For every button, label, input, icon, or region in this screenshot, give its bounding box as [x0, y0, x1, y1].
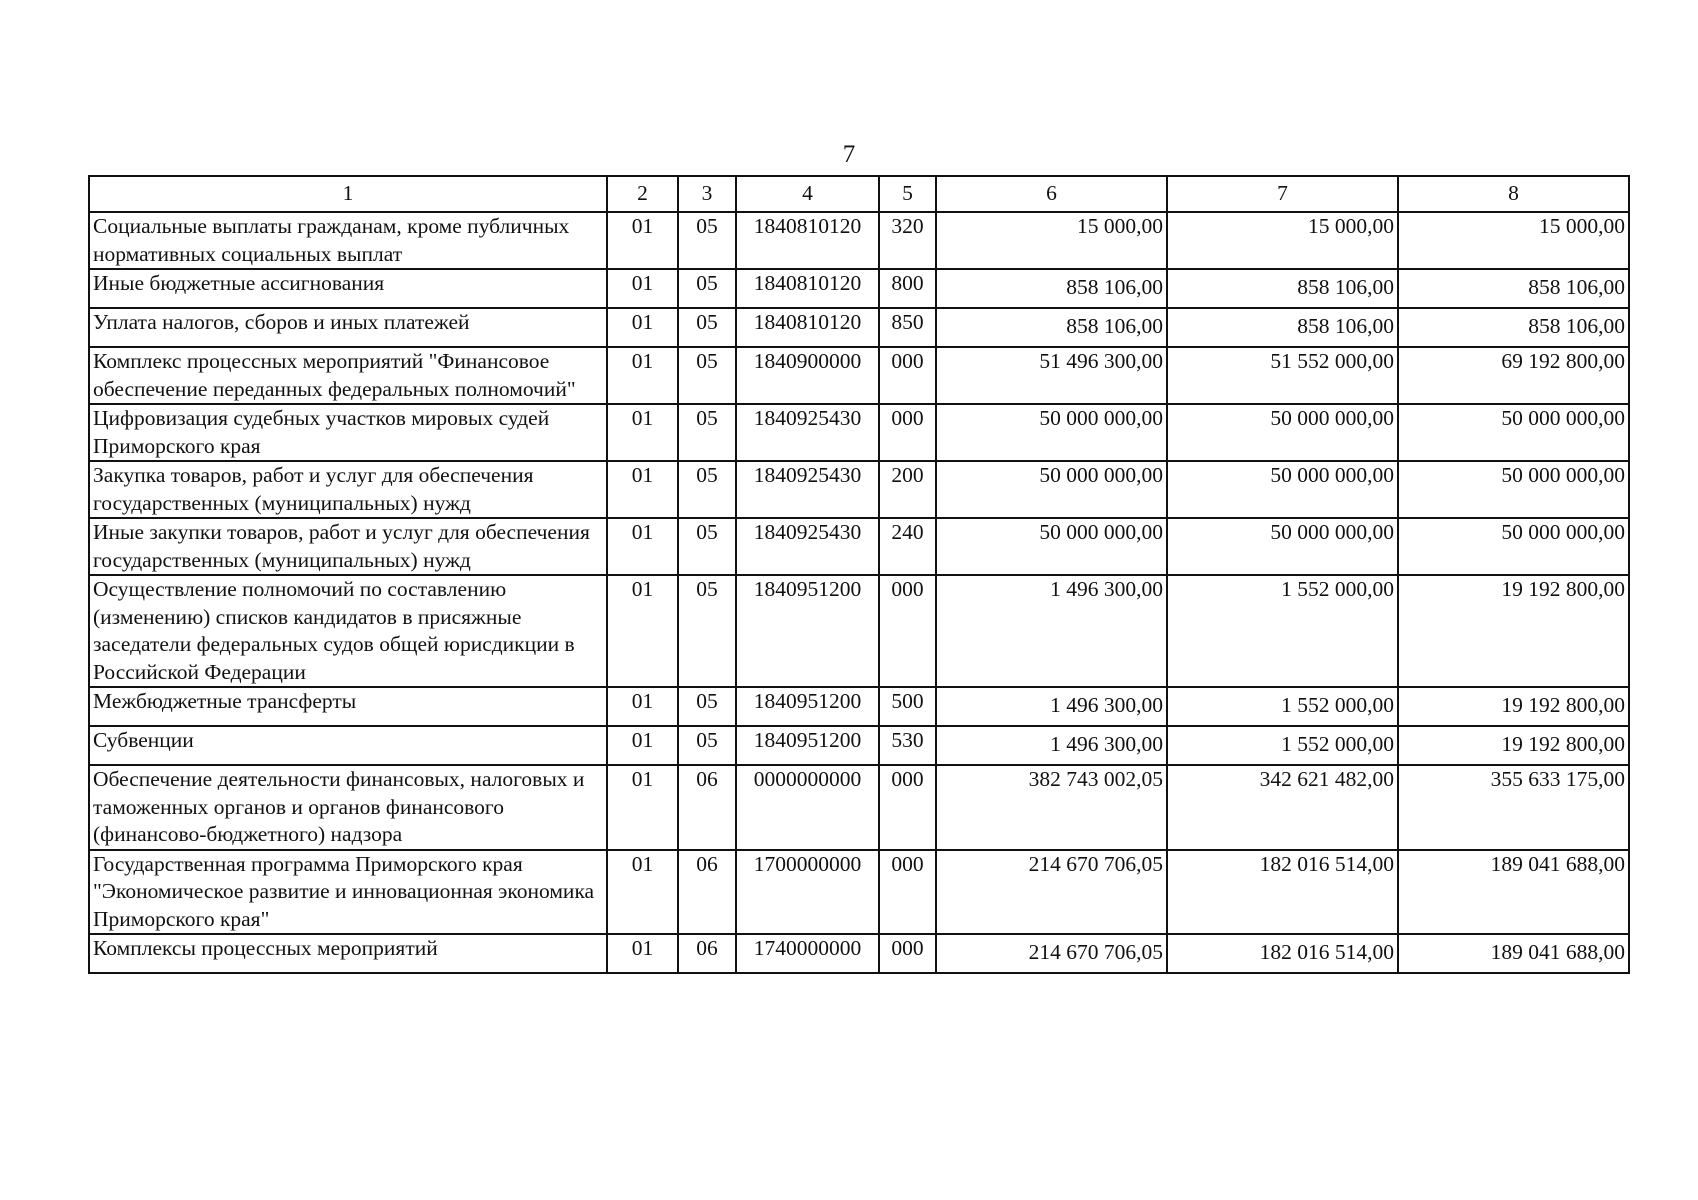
row-target-code: 1740000000	[736, 934, 879, 973]
row-amount-col-6: 858 106,00	[936, 308, 1167, 347]
header-col-6: 6	[936, 176, 1167, 212]
header-col-3: 3	[678, 176, 736, 212]
row-expense-type: 000	[879, 347, 936, 404]
row-expense-type: 850	[879, 308, 936, 347]
table-body	[89, 212, 1629, 973]
row-amount-col-6: 15 000,00	[936, 212, 1167, 269]
budget-table	[88, 175, 1630, 974]
row-subsection: 05	[678, 269, 736, 308]
table-row	[89, 404, 1629, 461]
row-target-code: 1840951200	[736, 575, 879, 687]
table-row	[89, 765, 1629, 850]
row-name: Закупка товаров, работ и услуг для обеспечения государственных (муниципальных) нужд	[89, 461, 607, 518]
row-name: Комплекс процессных мероприятий "Финансовое обеспечение переданных федеральных полномочий"	[89, 347, 607, 404]
row-amount-col-7: 1 552 000,00	[1167, 726, 1398, 765]
row-amount-col-6: 1 496 300,00	[936, 575, 1167, 687]
row-section: 01	[607, 212, 678, 269]
row-target-code: 1840925430	[736, 404, 879, 461]
row-section: 01	[607, 518, 678, 575]
table-row	[89, 347, 1629, 404]
row-target-code: 1840900000	[736, 347, 879, 404]
row-amount-col-6: 382 743 002,05	[936, 765, 1167, 850]
row-section: 01	[607, 726, 678, 765]
table-row	[89, 687, 1629, 726]
row-name: Межбюджетные трансферты	[89, 687, 607, 726]
row-amount-col-6: 50 000 000,00	[936, 461, 1167, 518]
table-row	[89, 269, 1629, 308]
row-target-code: 0000000000	[736, 765, 879, 850]
row-amount-col-7: 1 552 000,00	[1167, 687, 1398, 726]
row-name: Иные бюджетные ассигнования	[89, 269, 607, 308]
row-name: Обеспечение деятельности финансовых, налоговых и таможенных органов и органов финансового (финансово-бюджетного) надзора	[89, 765, 607, 850]
row-section: 01	[607, 269, 678, 308]
header-col-2: 2	[607, 176, 678, 212]
row-target-code: 1840810120	[736, 308, 879, 347]
row-target-code: 1840925430	[736, 518, 879, 575]
table-row	[89, 461, 1629, 518]
row-amount-col-7: 858 106,00	[1167, 269, 1398, 308]
header-col-4: 4	[736, 176, 879, 212]
row-amount-col-8: 50 000 000,00	[1398, 518, 1629, 575]
row-amount-col-8: 189 041 688,00	[1398, 850, 1629, 935]
header-col-8: 8	[1398, 176, 1629, 212]
row-section: 01	[607, 765, 678, 850]
row-section: 01	[607, 850, 678, 935]
row-amount-col-7: 182 016 514,00	[1167, 934, 1398, 973]
row-name: Социальные выплаты гражданам, кроме публичных нормативных социальных выплат	[89, 212, 607, 269]
row-amount-col-7: 51 552 000,00	[1167, 347, 1398, 404]
row-subsection: 05	[678, 347, 736, 404]
row-amount-col-7: 50 000 000,00	[1167, 518, 1398, 575]
row-expense-type: 530	[879, 726, 936, 765]
row-subsection: 05	[678, 212, 736, 269]
row-section: 01	[607, 687, 678, 726]
header-col-5: 5	[879, 176, 936, 212]
page-number: 7	[842, 141, 856, 168]
row-section: 01	[607, 461, 678, 518]
row-subsection: 06	[678, 934, 736, 973]
row-expense-type: 000	[879, 934, 936, 973]
row-amount-col-7: 50 000 000,00	[1167, 461, 1398, 518]
row-subsection: 06	[678, 850, 736, 935]
row-section: 01	[607, 404, 678, 461]
header-col-1: 1	[89, 176, 607, 212]
row-amount-col-8: 50 000 000,00	[1398, 404, 1629, 461]
row-target-code: 1840951200	[736, 726, 879, 765]
row-amount-col-7: 182 016 514,00	[1167, 850, 1398, 935]
row-amount-col-7: 1 552 000,00	[1167, 575, 1398, 687]
row-section: 01	[607, 575, 678, 687]
table-row	[89, 726, 1629, 765]
row-amount-col-6: 50 000 000,00	[936, 518, 1167, 575]
row-expense-type: 000	[879, 765, 936, 850]
row-subsection: 05	[678, 404, 736, 461]
row-target-code: 1840951200	[736, 687, 879, 726]
row-amount-col-7: 858 106,00	[1167, 308, 1398, 347]
row-subsection: 05	[678, 308, 736, 347]
row-name: Цифровизация судебных участков мировых судей Приморского края	[89, 404, 607, 461]
header-row	[89, 176, 1629, 212]
row-subsection: 05	[678, 518, 736, 575]
row-amount-col-7: 15 000,00	[1167, 212, 1398, 269]
row-subsection: 05	[678, 726, 736, 765]
row-amount-col-7: 50 000 000,00	[1167, 404, 1398, 461]
table-row	[89, 308, 1629, 347]
table-row	[89, 212, 1629, 269]
row-expense-type: 500	[879, 687, 936, 726]
row-expense-type: 000	[879, 404, 936, 461]
row-amount-col-8: 858 106,00	[1398, 308, 1629, 347]
table-row	[89, 934, 1629, 973]
row-amount-col-8: 15 000,00	[1398, 212, 1629, 269]
row-amount-col-8: 69 192 800,00	[1398, 347, 1629, 404]
row-target-code: 1840810120	[736, 212, 879, 269]
row-amount-col-6: 1 496 300,00	[936, 726, 1167, 765]
row-expense-type: 000	[879, 575, 936, 687]
table-row	[89, 850, 1629, 935]
row-amount-col-6: 858 106,00	[936, 269, 1167, 308]
row-expense-type: 240	[879, 518, 936, 575]
row-amount-col-8: 19 192 800,00	[1398, 687, 1629, 726]
row-expense-type: 320	[879, 212, 936, 269]
row-amount-col-8: 355 633 175,00	[1398, 765, 1629, 850]
row-amount-col-8: 189 041 688,00	[1398, 934, 1629, 973]
row-expense-type: 200	[879, 461, 936, 518]
row-amount-col-6: 1 496 300,00	[936, 687, 1167, 726]
row-subsection: 06	[678, 765, 736, 850]
row-section: 01	[607, 347, 678, 404]
row-target-code: 1700000000	[736, 850, 879, 935]
row-section: 01	[607, 308, 678, 347]
row-subsection: 05	[678, 687, 736, 726]
row-name: Уплата налогов, сборов и иных платежей	[89, 308, 607, 347]
row-expense-type: 000	[879, 850, 936, 935]
row-name: Субвенции	[89, 726, 607, 765]
row-amount-col-6: 214 670 706,05	[936, 934, 1167, 973]
table-row	[89, 575, 1629, 687]
row-amount-col-8: 50 000 000,00	[1398, 461, 1629, 518]
row-name: Иные закупки товаров, работ и услуг для обеспечения государственных (муниципальных) нужд	[89, 518, 607, 575]
row-name: Комплексы процессных мероприятий	[89, 934, 607, 973]
row-name: Государственная программа Приморского края "Экономическое развитие и инновационная экономика Приморского края"	[89, 850, 607, 935]
row-subsection: 05	[678, 461, 736, 518]
row-amount-col-8: 19 192 800,00	[1398, 726, 1629, 765]
row-expense-type: 800	[879, 269, 936, 308]
row-target-code: 1840810120	[736, 269, 879, 308]
row-amount-col-6: 50 000 000,00	[936, 404, 1167, 461]
row-name: Осуществление полномочий по составлению (изменению) списков кандидатов в присяжные заседатели федеральных судов общей юрисдикции в Российской Федерации	[89, 575, 607, 687]
row-target-code: 1840925430	[736, 461, 879, 518]
row-amount-col-6: 214 670 706,05	[936, 850, 1167, 935]
header-col-7: 7	[1167, 176, 1398, 212]
row-section: 01	[607, 934, 678, 973]
row-amount-col-7: 342 621 482,00	[1167, 765, 1398, 850]
row-amount-col-6: 51 496 300,00	[936, 347, 1167, 404]
row-subsection: 05	[678, 575, 736, 687]
row-amount-col-8: 19 192 800,00	[1398, 575, 1629, 687]
table-row	[89, 518, 1629, 575]
row-amount-col-8: 858 106,00	[1398, 269, 1629, 308]
